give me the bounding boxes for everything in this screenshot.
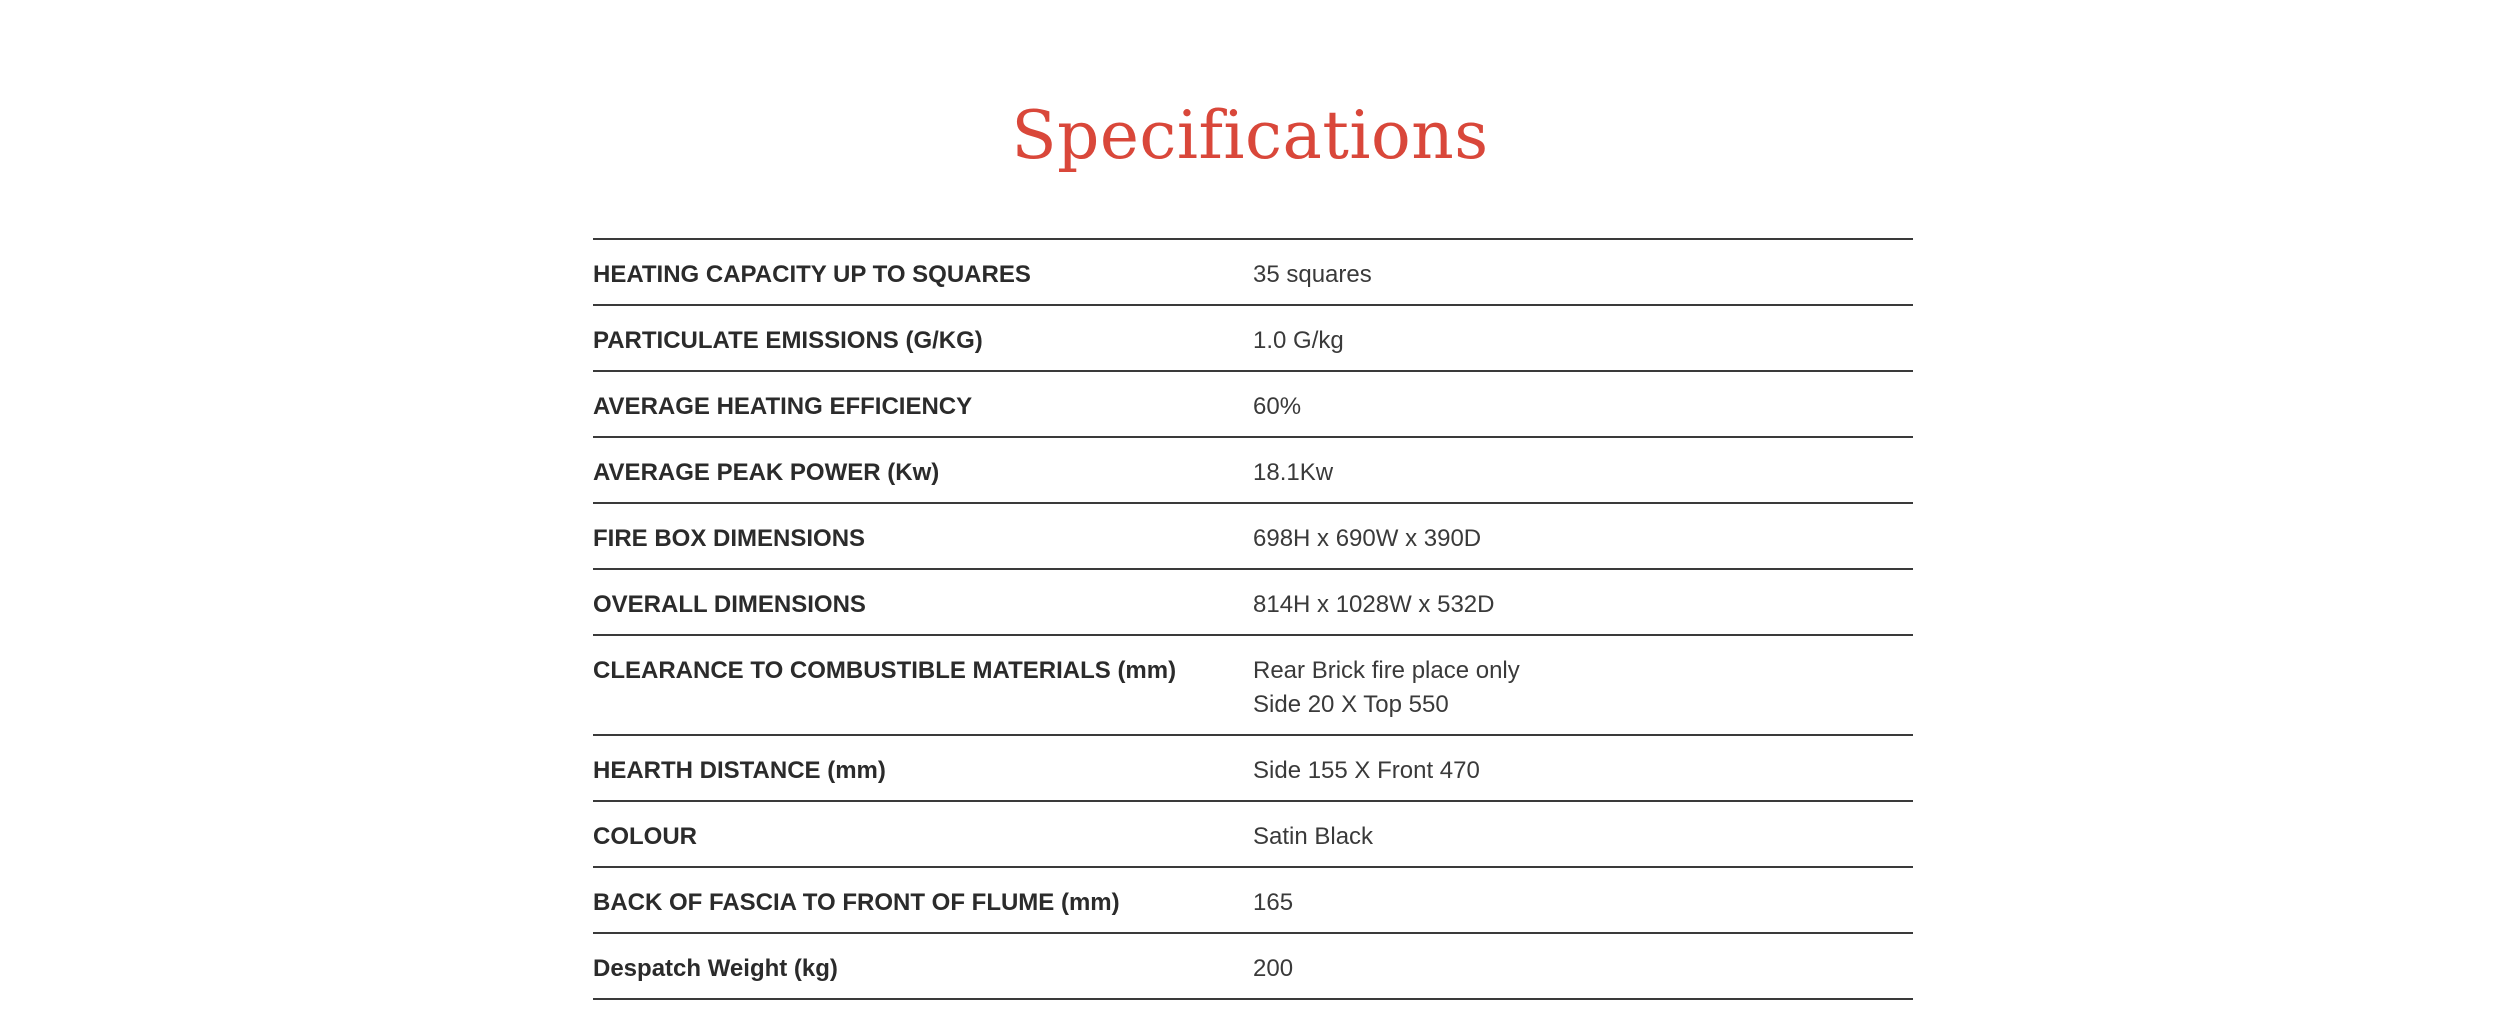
spec-label: Despatch Weight (kg) (593, 955, 838, 982)
spec-label: HEARTH DISTANCE (mm) (593, 757, 886, 784)
spec-label: AVERAGE PEAK POWER (Kw) (593, 459, 940, 486)
table-row (593, 868, 1913, 934)
spec-label: CLEARANCE TO COMBUSTIBLE MATERIALS (mm) (593, 657, 1177, 684)
specifications-table (593, 238, 1913, 1000)
table-row (593, 372, 1913, 438)
table-row (593, 636, 1913, 736)
spec-value (1253, 654, 1913, 722)
spec-value (1253, 886, 1913, 920)
table-row (593, 736, 1913, 802)
spec-value-line: Side 20 X Top 550 (1253, 691, 1449, 718)
table-row (593, 504, 1913, 570)
spec-value (1253, 952, 1913, 986)
table-row (593, 802, 1913, 868)
spec-value-line: 35 squares (1253, 261, 1372, 288)
table-row (593, 934, 1913, 1000)
spec-value-line: 200 (1253, 955, 1294, 982)
spec-label: HEATING CAPACITY UP TO SQUARES (593, 261, 1031, 288)
spec-value (1253, 522, 1913, 556)
table-row (593, 306, 1913, 372)
spec-label: FIRE BOX DIMENSIONS (593, 525, 866, 552)
spec-value-line: 18.1Kw (1253, 459, 1334, 486)
spec-value-line: 1.0 G/kg (1253, 327, 1344, 354)
spec-label: PARTICULATE EMISSIONS (G/KG) (593, 327, 983, 354)
spec-value-line: Rear Brick fire place only (1253, 657, 1520, 684)
spec-label: BACK OF FASCIA TO FRONT OF FLUME (mm) (593, 889, 1120, 916)
spec-value (1253, 390, 1913, 424)
spec-value-line: 814H x 1028W x 532D (1253, 591, 1495, 618)
spec-value-line: 60% (1253, 393, 1302, 420)
spec-value (1253, 258, 1913, 292)
spec-value (1253, 588, 1913, 622)
page-title: Specifications (1011, 97, 1489, 174)
spec-value-line: 698H x 690W x 390D (1253, 525, 1482, 552)
spec-label: AVERAGE HEATING EFFICIENCY (593, 393, 973, 420)
spec-value-line: Side 155 X Front 470 (1253, 757, 1480, 784)
spec-value (1253, 820, 1913, 854)
table-row (593, 240, 1913, 306)
spec-label: OVERALL DIMENSIONS (593, 591, 866, 618)
table-row (593, 438, 1913, 504)
spec-value (1253, 754, 1913, 788)
spec-value (1253, 456, 1913, 490)
spec-value-line: Satin Black (1253, 823, 1374, 850)
table-row (593, 570, 1913, 636)
spec-value-line: 165 (1253, 889, 1294, 916)
spec-label: COLOUR (593, 823, 697, 850)
spec-value (1253, 324, 1913, 358)
